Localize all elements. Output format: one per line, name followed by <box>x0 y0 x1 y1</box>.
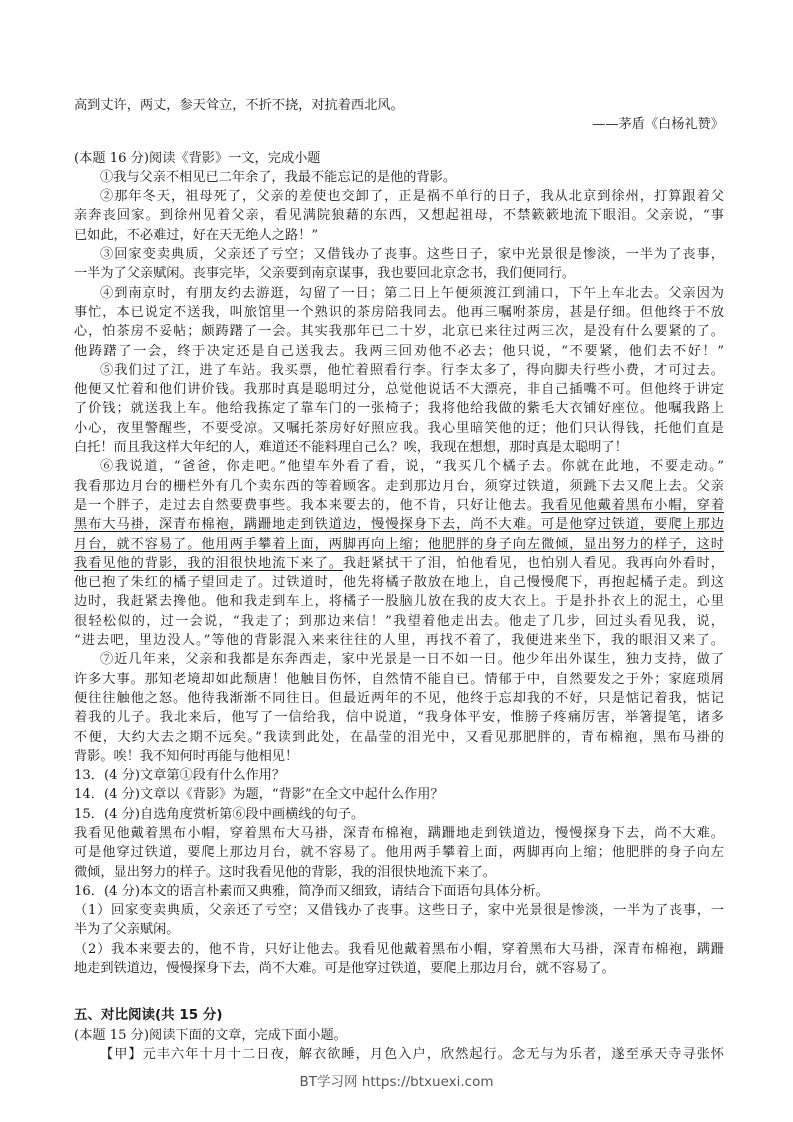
question-line: 我看见他戴着黑布小帽，穿着黑布大马褂，深青布棉袍，蹒跚地走到铁道边，慢慢探身下去，尚不大难。 <box>74 825 724 841</box>
passage-line: “进去吧，里边没人。”等他的背影混入来来往往的人里，再找不着了，我便进来坐下，我的眼泪又来了。 <box>74 633 724 649</box>
question-line: 微倾，显出努力的样子。这时我看见他的背影，我的泪很快地流下来了。 <box>74 864 496 880</box>
passage-paragraphs-continued <box>74 573 724 766</box>
passage-line: ④到南京时，有朋友约去游逛，勾留了一日；第二日上午便须渡江到浦口，下午上车北去。父亲因为 <box>100 285 724 301</box>
question-line: 半为了父亲赋闲。 <box>74 922 180 938</box>
passage-line: 便往往触他之怒。他待我渐渐不同往日。但最近两年的不见，他终于忘却我的不好，只是惦记着我，惦记 <box>74 690 724 706</box>
passage-line: 【甲】元丰六年十月十二日夜，解衣欲睡，月色入户，欣然起行。念无与为乐者，遂至承天寺寻张怀 <box>100 1046 724 1062</box>
question-list <box>74 766 724 978</box>
plain-text: 我赶紧拭干了泪，怕他看见，也怕别人看见。我再向外看时， <box>342 555 724 571</box>
passage-line: 他便又忙着和他们讲价钱。我那时真是聪明过分，总觉他说话不大漂亮，非自己插嘴不可。但他终于讲定 <box>74 382 724 398</box>
passage-line: 我看那边月台的栅栏外有几个卖东西的等着顾客。走到那边月台，须穿过铁道，须跳下去又爬上去。父亲 <box>74 478 724 494</box>
question-line: （1）回家变卖典质，父亲还了亏空；又借钱办了丧事。这些日子，家中光景很是惨淡，一半为了丧事，一 <box>74 903 724 919</box>
passage-line: 小心，夜里警醒些，不要受凉。又嘱托茶房好好照应我。我心里暗笑他的迂；他们只认得钱，托他们直是 <box>74 420 724 436</box>
passage-line: 不便，大约大去之期不远矣。”我读到此处，在晶莹的泪光中，又看见那肥胖的，青布棉袍，黑布马褂的 <box>74 729 724 745</box>
spacer <box>74 135 724 149</box>
passage-line: 亲奔丧回家。到徐州见着父亲，看见满院狼藉的东西，又想起祖母，不禁簌簌地流下眼泪。父亲说，“事 <box>74 208 724 224</box>
passage-line: ②那年冬天，祖母死了，父亲的差使也交卸了，正是祸不单行的日子，我从北京到徐州，打算跟着父 <box>100 189 724 205</box>
underlined-sentence: 我看见他戴着黑布小帽，穿着 <box>541 497 724 513</box>
watermark: BT学习网 https://btxuexi.com <box>299 1074 494 1090</box>
document-page <box>74 96 724 1064</box>
question-line: 14．(4 分)文章以《背影》为题，“背影”在全文中起什么作用？ <box>74 787 444 803</box>
underlined-passage <box>74 496 724 573</box>
quote-attribution: ——茅盾《白杨礼赞》 <box>592 117 724 133</box>
question-line: 13．(4 分)文章第①段有什么作用？ <box>74 768 286 784</box>
passage-line: 事忙，本已说定不送我，叫旅馆里一个熟识的茶房陪我同去。他再三嘱咐茶房，甚是仔细。但他终于不放 <box>74 304 724 320</box>
question-line: （2）我本来要去的，他不肯，只好让他去。我看见他戴着黑布小帽，穿着黑布大马褂，深青布棉袍，蹒跚 <box>74 941 724 957</box>
passage-line: ⑥我说道，“爸爸，你走吧。”他望车外看了看，说，“我买几个橘子去。你就在此地，不要走动。” <box>100 459 724 475</box>
section-intro: (本题 15 分)阅读下面的文章，完成下面小题。 <box>74 1027 347 1043</box>
passage-line <box>74 554 724 573</box>
plain-text: 是一个胖子，走过去自然要费事些。我本来要去的，他不肯，只好让他去。 <box>74 497 541 513</box>
passage-line: 一半为了父亲赋闲。丧事完毕，父亲要到南京谋事，我也要回北京念书，我们便同行。 <box>74 266 576 282</box>
question-line: 15．(4 分)自选角度赏析第⑥段中画横线的句子。 <box>74 806 365 822</box>
question-line: 可是他穿过铁道，要爬上那边月台，就不容易了。他用两手攀着上面，两脚再向上缩；他肥胖的身子向左 <box>74 845 724 861</box>
passage-paragraphs <box>74 168 724 496</box>
question-line: 地走到铁道边，慢慢探身下去，尚不大难。可是他穿过铁道，要爬上那边月台，就不容易了。 <box>74 961 615 977</box>
passage-line: 背影。唉！我不知何时再能与他相见！ <box>74 748 299 764</box>
passage-line: ③回家变卖典质，父亲还了亏空；又借钱办了丧事。这些日子，家中光景很是惨淡，一半为了丧事， <box>100 247 724 263</box>
passage-line: 边时，我赶紧去搀他。他和我走到车上，将橘子一股脑儿放在我的皮大衣上。于是扑扑衣上的泥土，心里 <box>74 594 724 610</box>
section-heading: 五、对比阅读(共 15 分) <box>74 1007 223 1024</box>
passage-line: 心，怕茶房不妥帖；颇踌躇了一会。其实我那年已二十岁，北京已来往过两三次，是没有什么要紧的了。 <box>74 324 724 340</box>
passage-line <box>74 496 724 515</box>
question-line: 16．(4 分)本文的语言朴素而又典雅，简净而又细致，请结合下面语句具体分析。 <box>74 883 549 899</box>
passage-line: 很轻松似的，过一会说，“我走了；到那边来信！”我望着他走出去。他走了几步，回过头看见我，说， <box>74 613 724 629</box>
passage-line: 他踌躇了一会，终于决定还是自己送我去。我两三回劝他不必去；他只说，“不要紧，他们去不好！” <box>74 343 724 359</box>
passage-line: 他已抱了朱红的橘子望回走了。过铁道时，他先将橘子散放在地上，自己慢慢爬下，再抱起橘子走。到这 <box>74 575 724 591</box>
quote-line: 高到丈许，两丈，参天耸立，不折不挠，对抗着西北风。 <box>74 98 404 113</box>
passage-line: 许多大事。那知老境却如此颓唐！他触目伤怀，自然情不能自已。情郁于中，自然要发之于外；家庭琐屑 <box>74 671 724 687</box>
passage-line: 白托！而且我这样大年纪的人，难道还不能料理自己么？唉，我现在想想，那时真是太聪明了！ <box>74 440 628 456</box>
passage-line: 着我的儿子。我北来后，他写了一信给我，信中说道，“我身体平安，惟膀子疼痛厉害，举箸提笔，诸多 <box>74 710 724 726</box>
passage-line: ①我与父亲不相见已二年余了，我最不能忘记的是他的背影。 <box>100 169 457 185</box>
passage-line: 已如此，不必难过，好在天无绝人之路！” <box>74 227 319 243</box>
passage-line: ⑤我们过了江，进了车站。我买票，他忙着照看行李。行李太多了，得向脚夫行些小费，才可过去。 <box>100 362 724 378</box>
underlined-sentence: 月台，就不容易了。他用两手攀着上面，两脚再向上缩；他肥胖的身子向左微倾，显出努力的样子，这时 <box>74 536 724 552</box>
passage-line: ⑦近几年来，父亲和我都是东奔西走，家中光景是一日不如一日。他少年出外谋生，独力支持，做了 <box>100 652 724 668</box>
spacer <box>74 978 724 1006</box>
underlined-sentence: 我看见他的背影，我的泪很快地流下来了。 <box>74 555 343 571</box>
underlined-sentence: 黑布大马褂，深青布棉袍，蹒跚地走到铁道边，慢慢探身下去，尚不大难。可是他穿过铁道，要爬上那边 <box>74 517 724 533</box>
reading-intro: (本题 16 分)阅读《背影》一文，完成小题 <box>74 150 321 166</box>
passage-line: 了价钱；就送我上车。他给我拣定了靠车门的一张椅子；我将他给我做的紫毛大衣铺好座位。他嘱我路上 <box>74 401 724 417</box>
